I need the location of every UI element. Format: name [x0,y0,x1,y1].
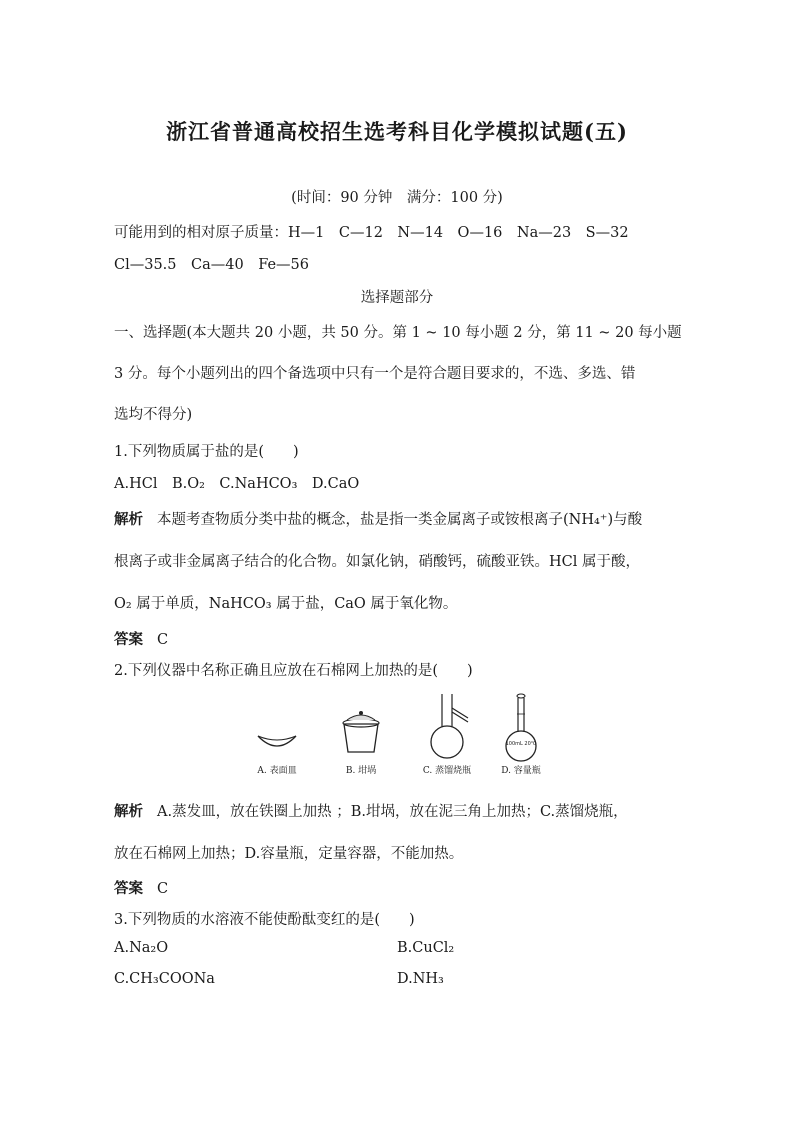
q1-analysis-text-1: 本题考查物质分类中盐的概念，盐是指一类金属离子或铵根离子(NH₄⁺)与酸 [157,512,643,528]
q2-analysis-line-2: 放在石棉网上加热；D.容量瓶，定量容器，不能加热。 [114,846,464,862]
q1-analysis-line-1 [114,508,642,529]
flask-marking: 100mL 20℃ [505,741,537,747]
q1-analysis-line-2: 根离子或非金属离子结合的化合物。如氯化钠，硝酸钙，硫酸亚铁。HCl 属于酸， [114,554,640,570]
figure-label-d: D. 容量瓶 [501,766,541,776]
q2-analysis-line-1 [114,800,628,821]
q1-analysis-line-3: O₂ 属于单质，NaHCO₃ 属于盐，CaO 属于氧化物。 [114,596,458,612]
figure-label-c: C. 蒸馏烧瓶 [422,766,472,776]
instructions-line-1: 一、选择题(本大题共 20 小题，共 50 分。第 1 ~ 10 每小题 2 分，第 11 ~ 20 每小题 [114,325,682,341]
q1-options: A.HCl B.O₂ C.NaHCO₃ D.CaO [114,476,360,492]
q3-option-a: A.Na₂O [114,940,169,956]
page-title: 浙江省普通高校招生选考科目化学模拟试题(五) [166,119,628,144]
section-heading: 选择题部分 [360,290,434,306]
atomic-mass-line-2: Cl—35.5 Ca—40 Fe—56 [114,257,310,273]
q3-option-c: C.CH₃COONa [114,971,215,987]
q1-answer-value: C [157,632,169,648]
apparatus-drawing [250,690,550,780]
time-info: (时间：90 分钟 满分：100 分) [291,190,503,206]
watch-glass-icon [258,736,296,746]
q2-analysis-text-1: A.蒸发皿，放在铁圈上加热 ；B.坩埚，放在泥三角上加热；C.蒸馏烧瓶， [157,804,628,820]
q1-stem: 1.下列物质属于盐的是( ) [114,444,299,460]
instructions-line-2: 3 分。每个小题列出的四个备选项中只有一个是符合题目要求的，不选、多选、错 [114,366,636,382]
apparatus-figure [250,690,550,780]
instructions-line-3: 选均不得分) [114,407,193,423]
q1-analysis-label: 解析 [114,511,143,528]
distilling-flask-icon [431,694,468,758]
q2-stem: 2.下列仪器中名称正确且应放在石棉网上加热的是( ) [114,663,473,679]
figure-label-b: B. 坩埚 [345,766,377,776]
atomic-mass-line-1: 可能用到的相对原子质量：H—1 C—12 N—14 O—16 Na—23 S—32 [114,225,629,241]
volumetric-flask-icon [506,694,537,761]
q3-stem: 3.下列物质的水溶液不能使酚酞变红的是( ) [114,912,415,928]
q2-analysis-label: 解析 [114,803,143,820]
q2-answer-value: C [157,881,169,897]
q3-option-b: B.CuCl₂ [397,940,455,956]
figure-label-a: A. 表面皿 [257,766,297,776]
q1-answer [114,628,168,649]
crucible-icon [343,711,379,752]
q2-answer [114,877,168,898]
q2-answer-label: 答案 [114,880,143,897]
q3-option-d: D.NH₃ [397,971,444,987]
q1-answer-label: 答案 [114,631,143,648]
